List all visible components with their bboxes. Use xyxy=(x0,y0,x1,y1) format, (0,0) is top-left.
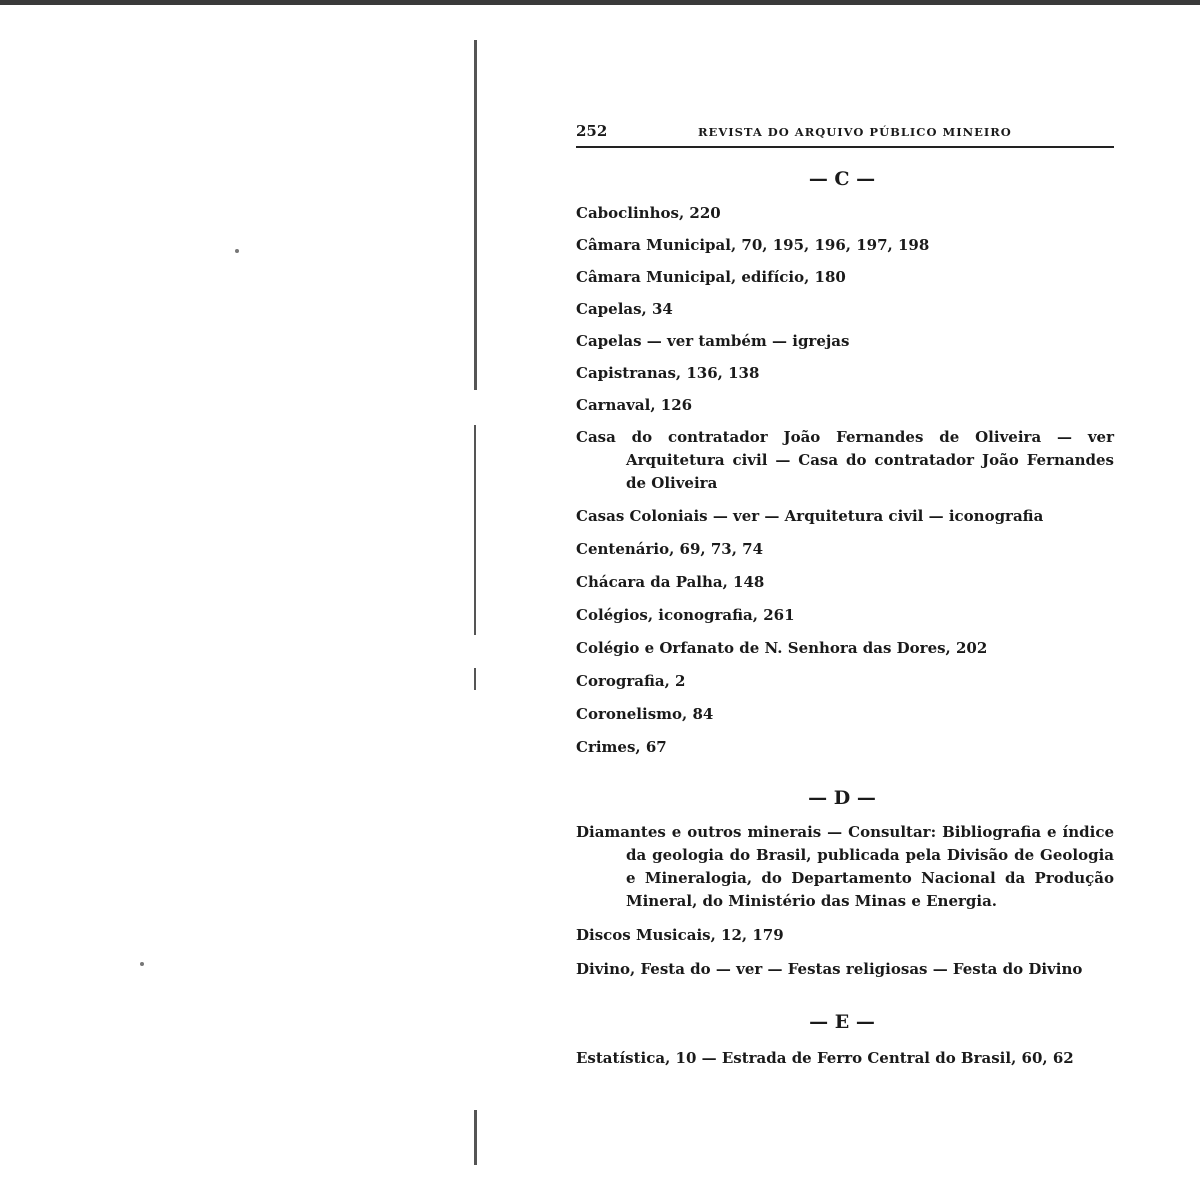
running-head xyxy=(576,122,1114,148)
index-entry: Carnaval, 126 xyxy=(576,396,693,414)
index-list-d xyxy=(576,821,1114,981)
scan-top-edge xyxy=(0,0,1200,5)
index-entry: Casa do contratador João Fernandes de Oliveira — ver Arquitetura civil — Casa do contratador João Fernandes de Oliveira xyxy=(576,428,1114,492)
index-entry: Centenário, 69, 73, 74 xyxy=(576,540,764,558)
index-entry: Câmara Municipal, 70, 195, 196, 197, 198 xyxy=(576,236,930,254)
index-list-e xyxy=(576,1047,1114,1070)
index-entry: Chácara da Palha, 148 xyxy=(576,573,765,591)
index-entry: Corografia, 2 xyxy=(576,672,686,690)
index-entry: Capelas, 34 xyxy=(576,300,673,318)
index-entry: Discos Musicais, 12, 179 xyxy=(576,926,784,944)
running-title: REVISTA DO ARQUIVO PÚBLICO MINEIRO xyxy=(698,125,1012,139)
index-entry: Colégio e Orfanato de N. Senhora das Dores, 202 xyxy=(576,639,988,657)
scan-speck xyxy=(140,962,144,966)
index-entry: Capistranas, 136, 138 xyxy=(576,364,760,382)
book-page xyxy=(576,122,1114,1070)
index-entry: Estatística, 10 — Estrada de Ferro Central do Brasil, 60, 62 xyxy=(576,1049,1074,1067)
page-number: 252 xyxy=(576,122,608,140)
index-entry: Caboclinhos, 220 xyxy=(576,204,721,222)
page-gutter-line xyxy=(474,668,476,690)
index-entry: Casas Coloniais — ver — Arquitetura civil — iconografia xyxy=(576,507,1044,525)
index-entry: Diamantes e outros minerais — Consultar: Bibliografia e índice da geologia do Brasil, publicada pela Divisão de Geologia e Mineralogia, do Departamento Nacional da Produção Mineral, do Ministério das Minas e Energia. xyxy=(576,823,1114,910)
section-heading-e: — E — xyxy=(809,1011,875,1033)
index-list-c xyxy=(576,202,1114,759)
page-gutter-line xyxy=(474,40,477,390)
index-entry: Colégios, iconografia, 261 xyxy=(576,606,795,624)
index-entry: Câmara Municipal, edifício, 180 xyxy=(576,268,846,286)
scan-speck xyxy=(235,249,239,253)
section-heading-d: — D — xyxy=(808,787,876,809)
index-entry: Divino, Festa do — ver — Festas religiosas — Festa do Divino xyxy=(576,960,1083,978)
index-entry: Crimes, 67 xyxy=(576,738,667,756)
index-entry: Capelas — ver também — igrejas xyxy=(576,332,850,350)
page-gutter-line xyxy=(474,1110,477,1165)
page-gutter-line xyxy=(474,425,476,635)
section-heading-c: — C — xyxy=(808,168,876,190)
index-entry: Coronelismo, 84 xyxy=(576,705,714,723)
